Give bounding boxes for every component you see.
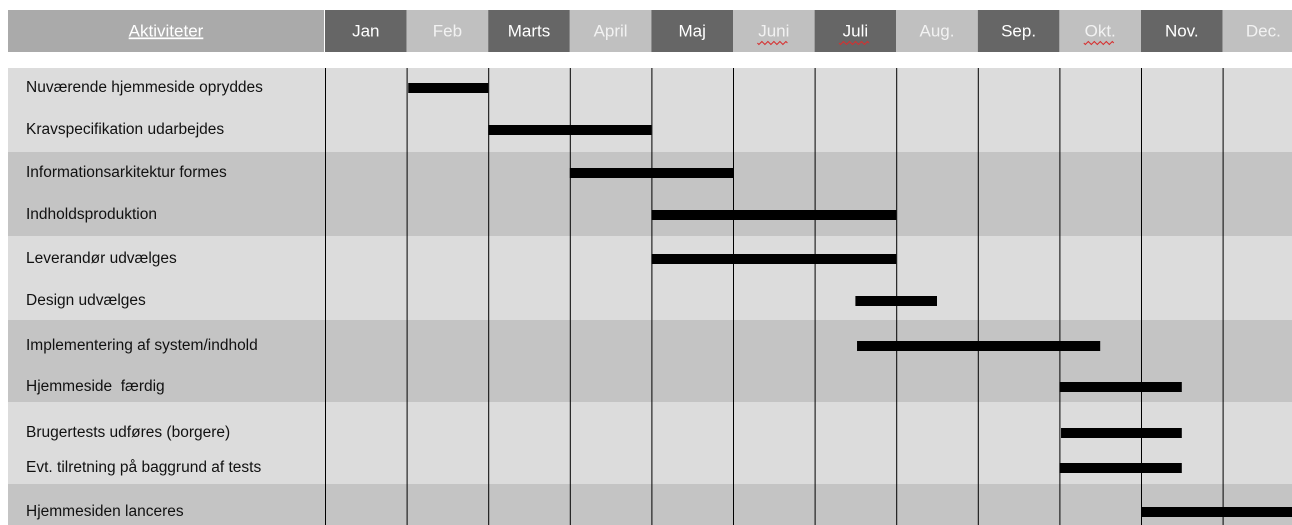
task-bar (855, 296, 937, 306)
month-label: Juni (758, 21, 790, 41)
task-label: Evt. tilretning på baggrund af tests (26, 459, 262, 477)
task-bar (857, 341, 1100, 351)
month-label: Maj (678, 21, 706, 41)
task-label: Implementering af system/indhold (26, 337, 258, 355)
task-bar (408, 83, 488, 93)
task-label: Hjemmesiden lanceres (26, 503, 184, 521)
row-band-6 (8, 484, 1292, 525)
month-label: Feb (432, 21, 463, 41)
month-label: Sep. (1001, 21, 1037, 41)
task-label: Informationsarkitektur formes (26, 164, 227, 182)
task-bar (570, 168, 733, 178)
task-label: Hjemmeside færdig (26, 378, 165, 396)
task-label: Indholdsproduktion (26, 206, 157, 224)
task-label: Kravspecifikation udarbejdes (26, 121, 225, 139)
task-bar (651, 210, 896, 220)
header-activities-label: Aktiviteter (128, 21, 204, 41)
task-bar (488, 125, 651, 135)
task-bar (1059, 463, 1181, 473)
task-bar (1061, 428, 1182, 438)
row-band-3 (8, 236, 1292, 320)
month-label: Juli (842, 21, 869, 41)
task-label: Leverandør udvælges (26, 250, 177, 268)
task-bar (651, 254, 896, 264)
month-label: Marts (507, 21, 551, 41)
month-label: Okt. (1084, 21, 1116, 41)
task-label: Design udvælges (26, 292, 146, 310)
month-label: Nov. (1164, 21, 1199, 41)
month-label: Aug. (919, 21, 955, 41)
task-label: Nuværende hjemmeside opryddes (26, 79, 263, 97)
task-bar (1059, 382, 1181, 392)
month-label: April (593, 21, 628, 41)
month-label: Dec. (1245, 21, 1281, 41)
month-header-cells (325, 10, 1292, 52)
chart-header (8, 10, 324, 52)
task-bar (1141, 507, 1292, 517)
month-label: Jan (352, 21, 380, 41)
task-label: Brugertests udføres (borgere) (26, 424, 231, 442)
